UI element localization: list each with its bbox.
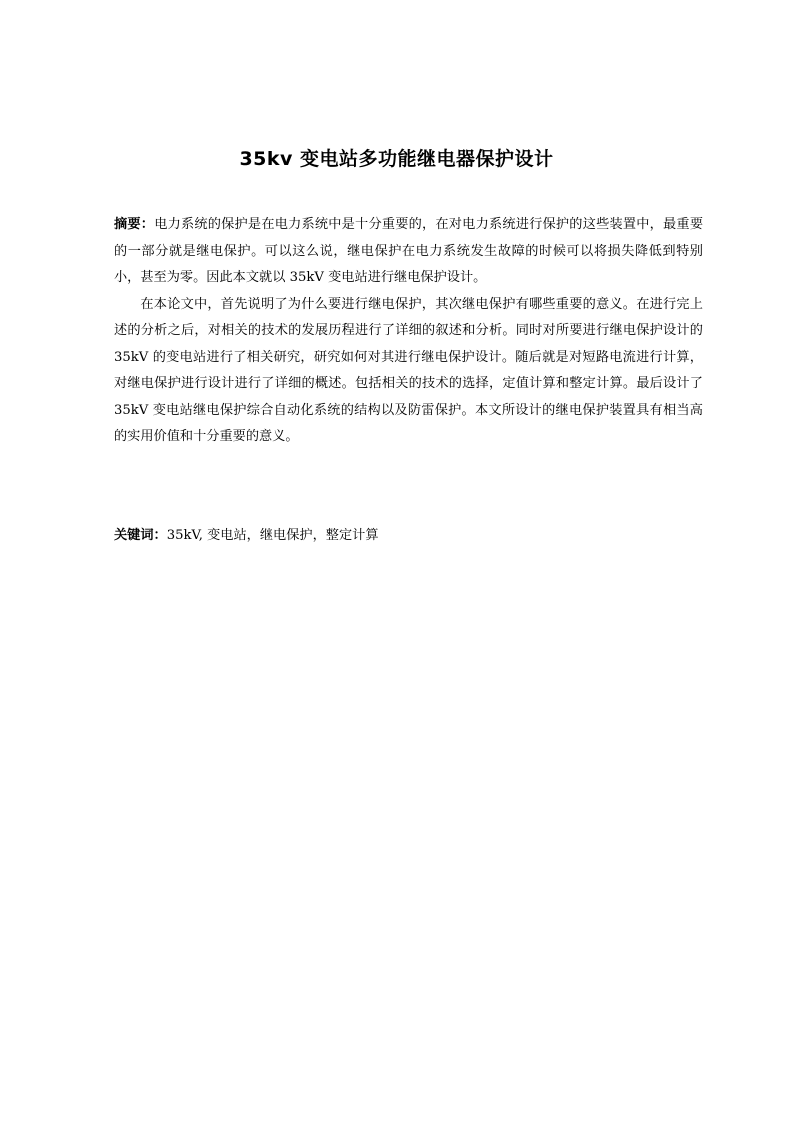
- keywords-line: [114, 523, 703, 549]
- abstract-section: [114, 212, 703, 451]
- abstract-paragraph-2: 在本论文中，首先说明了为什么要进行继电保护，其次继电保护有哪些重要的意义。在进行完上述的分析之后，对相关的技术的发展历程进行了详细的叙述和分析。同时对所要进行继电保护设计的 35kV 的变电站进行了相关研究，研究如何对其进行继电保护设计。随后就是对短路电流进行计算，对继电保护进行设计进行了详细的概述。包括相关的技术的选择，定值计算和整定计算。最后设计了 35kV 变电站继电保护综合自动化系统的结构以及防雷保护。本文所设计的继电保护装置具有相当高的实用价值和十分重要的意义。: [114, 296, 703, 444]
- abstract-paragraph-1-text: 电力系统的保护是在电力系统中是十分重要的，在对电力系统进行保护的这些装置中，最重要的一部分就是继电保护。可以这么说，继电保护在电力系统发生故障的时候可以将损失降低到特别小，甚至为零。因此本文就以 35kV 变电站进行继电保护设计。: [114, 217, 704, 285]
- abstract-label: 摘要：: [114, 217, 155, 232]
- abstract-paragraph-1: [114, 212, 703, 292]
- keywords-label: 关键词：: [114, 528, 167, 543]
- keywords-value: 35kV, 变电站，继电保护，整定计算: [166, 528, 379, 543]
- document-title: 35kv 变电站多功能继电器保护设计: [239, 148, 554, 170]
